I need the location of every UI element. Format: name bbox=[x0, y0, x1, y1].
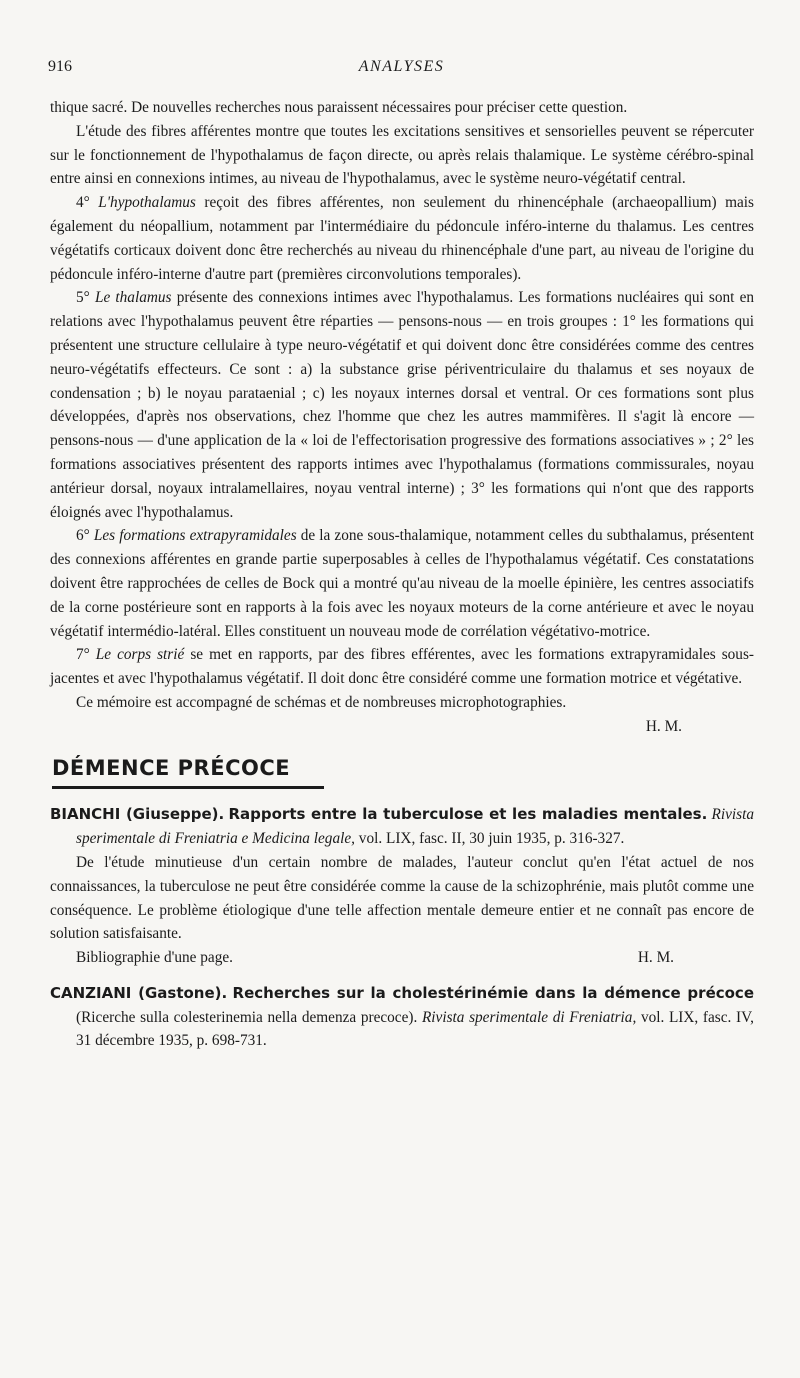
entry-citation bbox=[50, 982, 754, 1053]
entry-journal: Rivista sperimentale di Freniatria, bbox=[421, 1008, 637, 1026]
item-text: reçoit des fibres afférentes, non seulement du rhinencéphale (archaeopallium) mais également du néopallium, notamment par l'intermédiaire du pédoncule inféro-interne du thalamus. Les centres végétatifs corticaux doivent donc être recherchés au niveau du rhinencéphale d'une part, au niveau de l'origine du pédoncule inféro-interne d'autre part (premières circonvolutions temporales). bbox=[50, 194, 754, 283]
item-number: 4° bbox=[76, 194, 90, 212]
entry-title: Recherches sur la cholestérinémie dans la démence précoce bbox=[232, 983, 754, 1002]
item-text: de la zone sous-thalamique, notamment celles du subthalamus, présentent des connexions afférentes en grande partie superposables à celles de l'hypothalamus végétatif. Ces constatations doivent être rapprochées de celles de Bock qui a montré qu'au niveau de la moelle épinière, les centres associatifs de la corne postérieure sont en rapports à la fois avec les noyaux moteurs de la corne antérieure et avec le noyau végétatif intermédio-latéral. Elles constituent un nouveau mode de corrélation végétativo-motrice. bbox=[50, 527, 754, 640]
entry-author: CANZIANI (Gastone). bbox=[50, 983, 228, 1002]
item-number: 6° bbox=[76, 527, 90, 545]
entry-title: Rapports entre la tuberculose et les maladies mentales. bbox=[228, 805, 708, 824]
signature: H. M. bbox=[637, 949, 674, 967]
paragraph bbox=[50, 946, 754, 970]
item-text: présente des connexions intimes avec l'hypothalamus. Les formations nucléaires qui sont en relations avec l'hypothalamus peuvent être réparties — pensons-nous — en trois groupes : 1° les formations qui présentent une structure cellulaire à type neuro-végétatif et qui doivent donc être considérées comme des centres neuro-végétatifs effecteurs. Ce sont : a) la substance grise périventriculaire du thalamus et ses noyaux de condensation ; b) le noyau parataenial ; c) les noyaux internes dorsal et ventral. Or ces formations sont plus développées, d'après nos observations, chez l'homme que chez les autres mammifères. Il s'agit là encore — pensons-nous — d'une application de la « loi de l'effectorisation progressive des formations associatives » ; 2° les formations associatives présentent des rapports intimes avec l'hypothalamus (formations commissurales, noyau antérieur dorsal, noyaux intralamellaires, noyau ventral interne) ; 3° les formations qui n'ont que des rapports éloignés avec l'hypothalamus. bbox=[50, 289, 755, 521]
paragraph bbox=[50, 524, 754, 643]
section-rule bbox=[52, 786, 324, 789]
item-number: 5° bbox=[76, 289, 90, 307]
paragraph bbox=[50, 643, 754, 691]
paragraph: L'étude des fibres afférentes montre que toutes les excitations sensitives et sensorielles peuvent se répercuter sur le fonctionnement de l'hypothalamus de façon directe, ou après relais thalamique. Le système cérébro-spinal entre ainsi en connexions intimes, au niveau de l'hypothalamus, avec le système neuro-végétatif central. bbox=[50, 122, 754, 188]
paragraph bbox=[50, 191, 754, 286]
running-title: ANALYSES bbox=[358, 58, 445, 75]
entry-reference: vol. LIX, fasc. IV, 31 décembre 1935, p. 698-731. bbox=[76, 1008, 754, 1050]
item-subject: Le corps strié bbox=[95, 646, 185, 664]
item-subject: L'hypothalamus bbox=[98, 194, 196, 212]
item-subject: Le thalamus bbox=[94, 289, 172, 307]
page-body bbox=[50, 96, 754, 1053]
item-text: se met en rapports, par des fibres efférentes, avec les formations extrapyramidales sous-jacentes et avec l'hypothalamus végétatif. Il doit donc être considéré comme une formation motrice et végétative. bbox=[50, 646, 755, 688]
bibliography-note: Bibliographie d'une page. bbox=[76, 949, 233, 967]
entry-journal: Rivista sperimentale di Freniatria e Medicina legale, bbox=[76, 806, 754, 848]
entry-translation: (Ricerche sulla colesterinemia nella demenza precoce). bbox=[76, 1008, 418, 1026]
signature: H. M. bbox=[645, 717, 682, 735]
entry-reference: vol. LIX, fasc. II, 30 juin 1935, p. 316-327. bbox=[358, 830, 625, 848]
item-subject: Les formations extrapyramidales bbox=[93, 527, 297, 545]
paragraph bbox=[50, 286, 754, 524]
page-header bbox=[48, 58, 755, 84]
paragraph: Ce mémoire est accompagné de schémas et de nombreuses microphotographies. bbox=[76, 693, 567, 711]
paragraph: De l'étude minutieuse d'un certain nombre de malades, l'auteur conclut qu'en l'état actuel de nos connaissances, la tuberculose ne peut être considérée comme la cause de la schizophrénie, mais plutôt comme une conséquence. Le problème étiologique d'une telle affection mentale demeure entier et ne connaît pas encore de solution satisfaisante. bbox=[50, 853, 754, 943]
section-title: DÉMENCE PRÉCOCE bbox=[52, 755, 291, 780]
entry-author: BIANCHI (Giuseppe). bbox=[50, 805, 225, 824]
entry-citation bbox=[50, 803, 754, 851]
page-number: 916 bbox=[48, 58, 72, 75]
paragraph: thique sacré. De nouvelles recherches nous paraissent nécessaires pour préciser cette question. bbox=[50, 99, 628, 116]
item-number: 7° bbox=[76, 646, 90, 664]
